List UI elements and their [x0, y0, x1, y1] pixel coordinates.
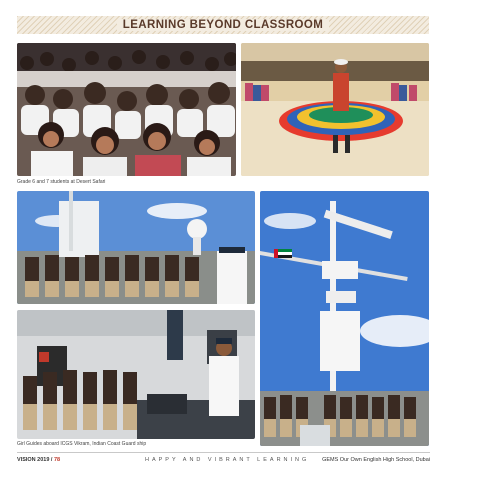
section-banner: [17, 16, 429, 34]
desert-safari-caption: Grade 6 and 7 students at Desert Safari: [17, 179, 106, 185]
page-number: 78: [54, 457, 61, 463]
footer-magazine: [17, 457, 60, 463]
footer-school-name: GEMS Our Own English High School, Dubai: [322, 457, 430, 463]
magazine-name: VISION 2019 /: [17, 457, 54, 463]
section-title: LEARNING BEYOND CLASSROOM: [117, 19, 329, 31]
ship-mast-photo: [260, 191, 429, 446]
footer-divider: [17, 452, 430, 453]
coast-guard-caption: Girl Guides aboard ICGS Vikram, Indian Coast Guard ship: [17, 441, 147, 447]
footer-tagline: HAPPY AND VIBRANT LEARNING: [145, 457, 310, 463]
girl-guides-deck-photo: [17, 191, 255, 304]
students-crowd-photo: [17, 43, 236, 176]
tanoura-dancer-photo: [241, 43, 429, 176]
page-footer: [17, 457, 430, 467]
ship-bridge-photo: [17, 310, 255, 439]
